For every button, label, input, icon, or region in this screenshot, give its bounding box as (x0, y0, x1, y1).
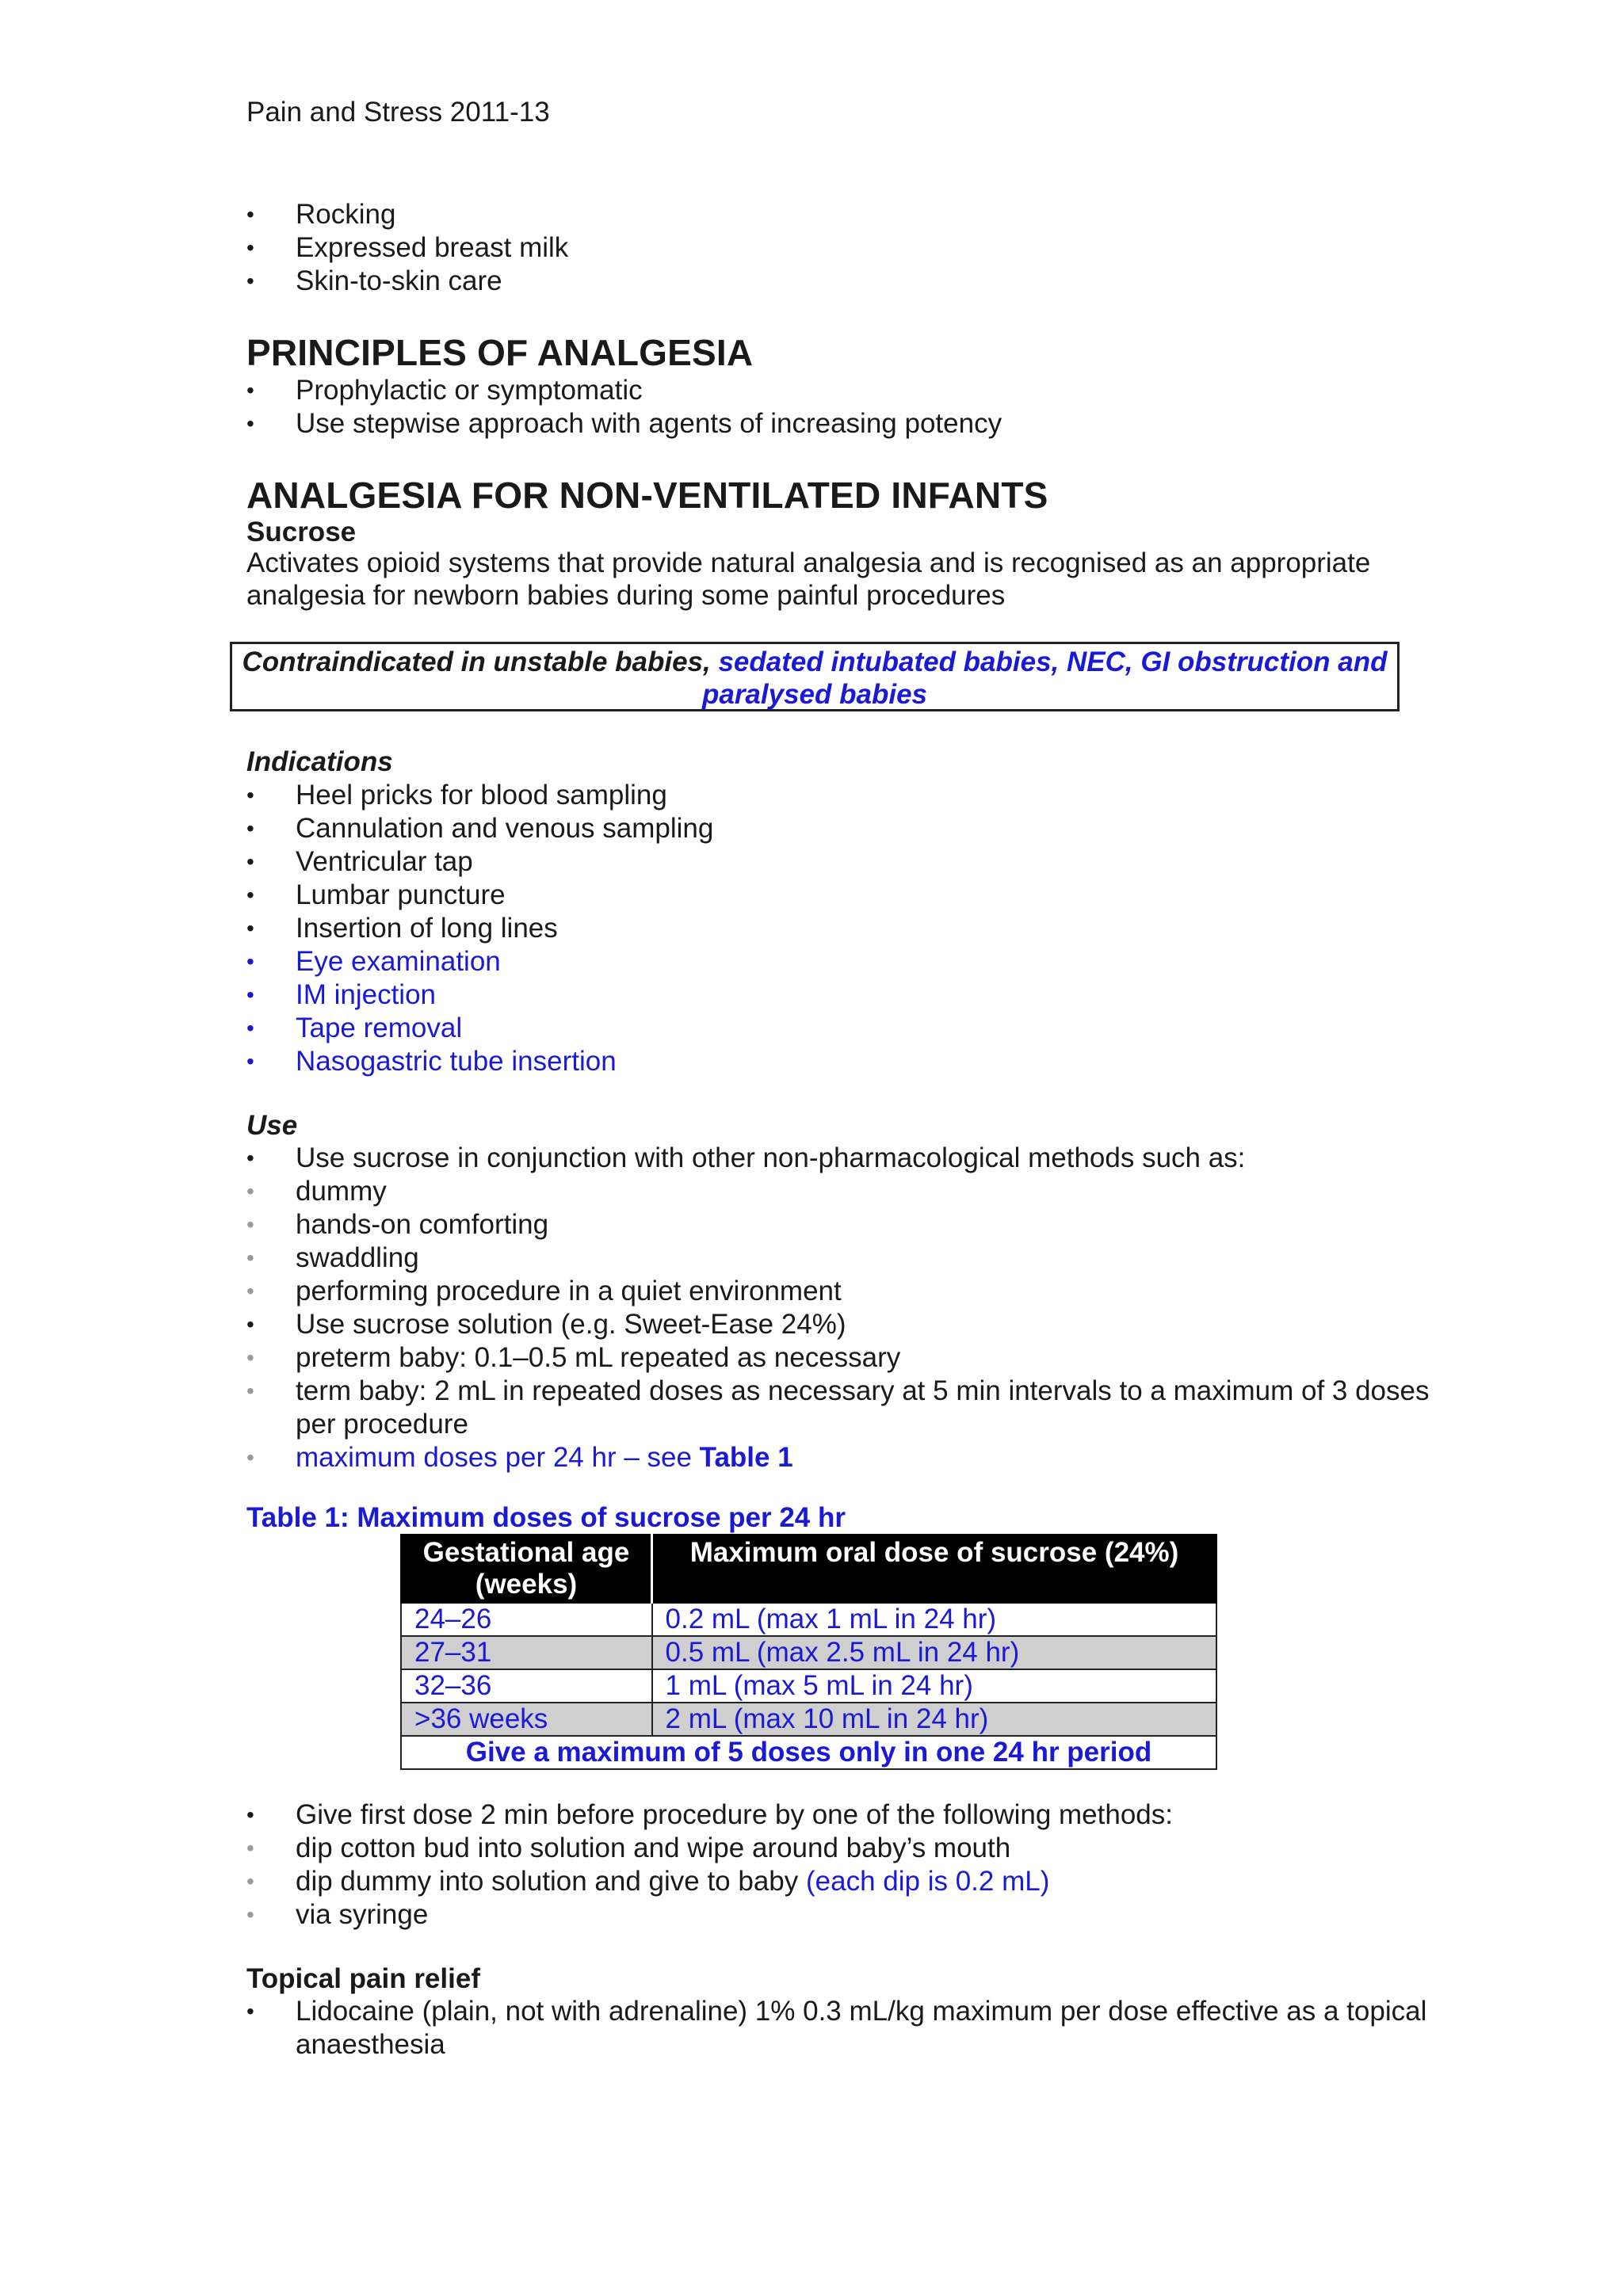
subheading-topical: Topical pain relief (246, 1963, 480, 1994)
list-item: • Heel pricks for blood sampling (246, 779, 1435, 812)
list-item: • Lumbar puncture (246, 879, 1435, 912)
list-item: • Use stepwise approach with agents of increasing potency (246, 407, 1435, 441)
table-cell: 32–36 (401, 1669, 652, 1703)
section-title-principles: PRINCIPLES OF ANALGESIA (246, 332, 754, 373)
table-reference: Table 1 (699, 1442, 793, 1473)
list-item: • Cannulation and venous sampling (246, 812, 1435, 845)
list-item: • Lidocaine (plain, not with adrenaline) 1% 0.3 mL/kg maximum per dose effective as a topical anaesthesia (246, 1995, 1435, 2061)
table-caption: Table 1: Maximum doses of sucrose per 24 hr (246, 1502, 846, 1533)
list-item: • Use sucrose solution (e.g. Sweet-Ease 24%) (246, 1308, 1435, 1341)
column-header: Gestational age (weeks) (401, 1535, 652, 1603)
page-header: Pain and Stress 2011-13 (246, 97, 550, 128)
sucrose-intro: Activates opioid systems that provide natural analgesia and is recognised as an appropriate analgesia for newborn babies during some painful procedures (246, 547, 1371, 611)
list-item: • Give first dose 2 min before procedure by one of the following methods: (246, 1798, 1435, 1832)
comfort-measures-list (246, 198, 1435, 298)
table-cell: 0.2 mL (max 1 mL in 24 hr) (652, 1603, 1217, 1636)
list-item: • Ventricular tap (246, 845, 1435, 879)
list-item: • IM injection (246, 978, 1435, 1012)
table-row (401, 1703, 1216, 1736)
list-item: • Use sucrose in conjunction with other non-pharmacological methods such as: (246, 1142, 1435, 1175)
contraindication-blue-text: sedated intubated babies, NEC, GI obstruction and paralysed babies (701, 646, 1388, 710)
list-item: • Skin-to-skin care (246, 265, 1435, 298)
list-item: • Insertion of long lines (246, 912, 1435, 945)
list-item: • Prophylactic or symptomatic (246, 374, 1435, 407)
table-cell: 0.5 mL (max 2.5 mL in 24 hr) (652, 1636, 1217, 1669)
table-cell: 27–31 (401, 1636, 652, 1669)
list-item: • dummy (246, 1175, 1435, 1208)
table-cell: 1 mL (max 5 mL in 24 hr) (652, 1669, 1217, 1703)
list-item: • performing procedure in a quiet environment (246, 1275, 1435, 1308)
list-item: • Tape removal (246, 1012, 1435, 1045)
table-header-row (401, 1535, 1216, 1603)
list-item: • Nasogastric tube insertion (246, 1045, 1435, 1078)
list-item: • dip cotton bud into solution and wipe around baby’s mouth (246, 1832, 1435, 1865)
dummy-text: dip dummy into solution and give to baby (296, 1866, 806, 1897)
list-item: • hands-on comforting (246, 1208, 1435, 1241)
max-doses-text: maximum doses per 24 hr – see (296, 1442, 700, 1473)
list-item (246, 1441, 1435, 1474)
list-item: • via syringe (246, 1898, 1435, 1932)
first-dose-list (246, 1798, 1435, 1932)
list-item: • term baby: 2 mL in repeated doses as necessary at 5 min intervals to a maximum of 3 doses per procedure (246, 1375, 1435, 1441)
table-row (401, 1669, 1216, 1703)
table-cell: 24–26 (401, 1603, 652, 1636)
list-item: • Rocking (246, 198, 1435, 231)
sucrose-dose-table (400, 1534, 1217, 1770)
dummy-blue-text: (each dip is 0.2 mL) (806, 1866, 1050, 1897)
indications-list (246, 779, 1435, 1078)
column-header: Maximum oral dose of sucrose (24%) (652, 1535, 1217, 1603)
principles-list (246, 374, 1435, 441)
list-item (246, 1865, 1435, 1898)
list-item: • Expressed breast milk (246, 231, 1435, 265)
table-cell: 2 mL (max 10 mL in 24 hr) (652, 1703, 1217, 1736)
use-list (246, 1142, 1435, 1474)
table-footer: Give a maximum of 5 doses only in one 24 hr period (401, 1736, 1216, 1769)
list-item: • swaddling (246, 1241, 1435, 1275)
table-row (401, 1636, 1216, 1669)
contraindication-text: Contraindicated in unstable babies, (242, 646, 719, 677)
subheading-indications: Indications (246, 746, 393, 777)
subheading-sucrose: Sucrose (246, 517, 357, 547)
table-cell: >36 weeks (401, 1703, 652, 1736)
table-footer-row (401, 1736, 1216, 1769)
list-item: • Eye examination (246, 945, 1435, 978)
section-title-non-ventilated: ANALGESIA FOR NON-VENTILATED INFANTS (246, 475, 1048, 516)
list-item: • preterm baby: 0.1–0.5 mL repeated as necessary (246, 1341, 1435, 1375)
table-row (401, 1603, 1216, 1636)
contraindication-box (230, 642, 1400, 711)
subheading-use: Use (246, 1110, 298, 1141)
topical-list (246, 1995, 1435, 2061)
